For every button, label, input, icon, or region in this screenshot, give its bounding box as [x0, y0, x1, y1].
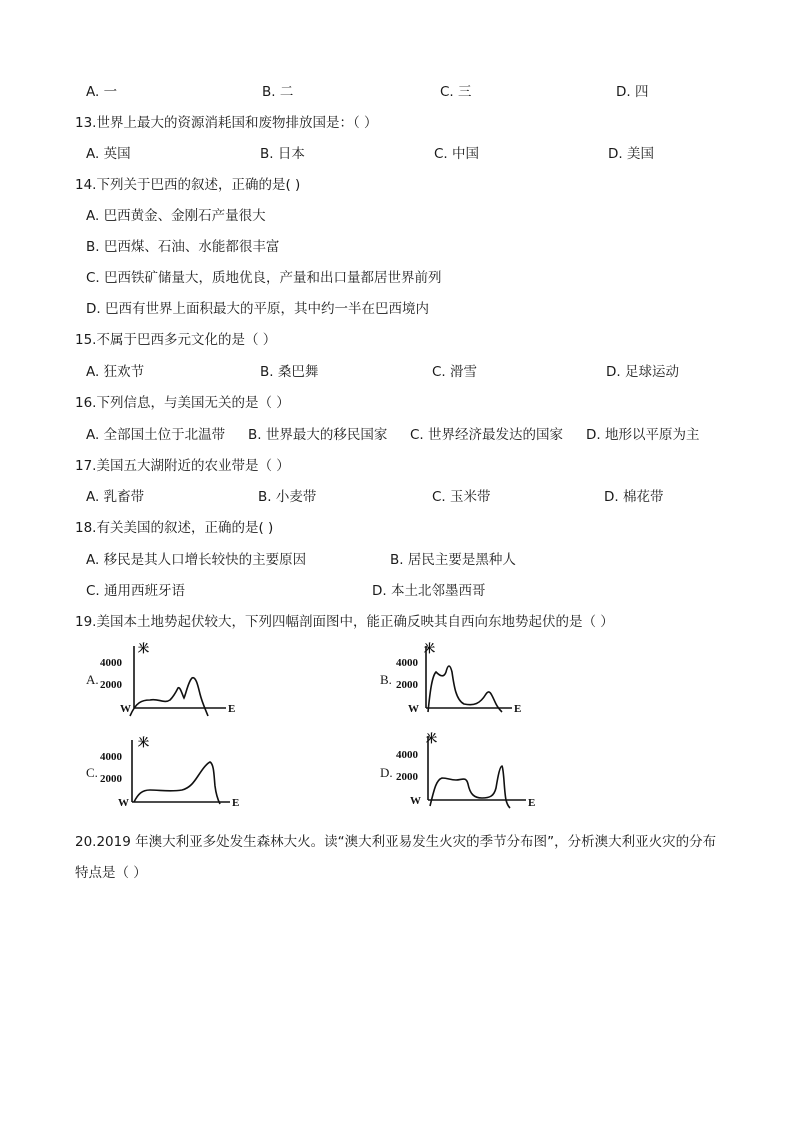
q14-option-b: B. 巴西煤、石油、水能都很丰富 [86, 239, 280, 255]
q14-stem: 14.下列关于巴西的叙述，正确的是( ) [75, 177, 301, 193]
q20-stem-line2: 特点是（ ） [75, 865, 147, 881]
graph-a-east: E [228, 703, 236, 715]
graph-a-profile-line [130, 678, 208, 716]
graph-b-tick-2000: 2000 [396, 679, 418, 691]
graph-b-unit: 米 [424, 643, 435, 655]
q15-stem: 15.不属于巴西多元文化的是（ ） [75, 332, 277, 348]
q13-option-c: C. 中国 [434, 146, 480, 162]
profile-graph-c [98, 736, 248, 814]
graph-b-label: B. [380, 672, 392, 687]
graph-c-tick-4000: 4000 [100, 751, 122, 763]
q18-option-b: B. 居民主要是黑种人 [390, 552, 516, 568]
q18-option-d: D. 本土北邻墨西哥 [372, 583, 486, 599]
graph-a-west: W [120, 703, 131, 715]
graph-c-tick-2000: 2000 [100, 773, 122, 785]
q16-option-a: A. 全部国土位于北温带 [86, 427, 226, 443]
q14-option-a: A. 巴西黄金、金刚石产量很大 [86, 208, 266, 224]
q15-option-d: D. 足球运动 [606, 364, 679, 380]
q12-option-d: D. 四 [616, 84, 649, 100]
q16-stem: 16.下列信息，与美国无关的是（ ） [75, 395, 290, 411]
q12-option-a: A. 一 [86, 84, 118, 100]
q17-stem: 17.美国五大湖附近的农业带是（ ） [75, 458, 290, 474]
graph-b-profile-line [428, 666, 502, 712]
graph-a-unit: 米 [138, 643, 149, 655]
graph-d-label: D. [380, 765, 393, 780]
q16-option-d: D. 地形以平原为主 [586, 427, 700, 443]
graph-c-profile-line [134, 762, 220, 804]
q19-stem: 19.美国本土地势起伏较大，下列四幅剖面图中，能正确反映其自西向东地势起伏的是（ ） [75, 614, 614, 630]
graph-d-profile-line [430, 766, 510, 808]
q17-option-b: B. 小麦带 [258, 489, 317, 505]
graph-c-label: C. [86, 765, 98, 780]
q15-option-a: A. 狂欢节 [86, 364, 145, 380]
profile-graph-a [98, 642, 248, 720]
q18-option-c: C. 通用西班牙语 [86, 583, 186, 599]
q12-option-b: B. 二 [262, 84, 294, 100]
graph-b-west: W [408, 703, 419, 715]
q14-option-d: D. 巴西有世界上面积最大的平原，其中约一半在巴西境内 [86, 301, 429, 317]
graph-d-west: W [410, 795, 421, 807]
q13-option-d: D. 美国 [608, 146, 654, 162]
graph-d-tick-4000: 4000 [396, 749, 418, 761]
graph-a-label: A. [86, 672, 99, 687]
q13-option-a: A. 英国 [86, 146, 131, 162]
q17-option-d: D. 棉花带 [604, 489, 664, 505]
profile-graph-d [394, 730, 544, 814]
graph-c-west: W [118, 797, 129, 809]
q15-option-b: B. 桑巴舞 [260, 364, 319, 380]
q16-option-c: C. 世界经济最发达的国家 [410, 427, 564, 443]
q12-option-c: C. 三 [440, 84, 472, 100]
graph-d-east: E [528, 797, 536, 809]
graph-d-unit: 米 [426, 733, 437, 745]
graph-d-tick-2000: 2000 [396, 771, 418, 783]
profile-graph-b [394, 642, 544, 720]
graph-a-tick-2000: 2000 [100, 679, 122, 691]
q13-stem: 13.世界上最大的资源消耗国和废物排放国是：（ ） [75, 115, 378, 131]
q14-option-c: C. 巴西铁矿储量大，质地优良，产量和出口量都居世界前列 [86, 270, 442, 286]
q15-option-c: C. 滑雪 [432, 364, 478, 380]
q17-option-a: A. 乳畜带 [86, 489, 145, 505]
q18-stem: 18.有关美国的叙述，正确的是( ) [75, 520, 274, 536]
graph-c-unit: 米 [138, 737, 149, 749]
q16-option-b: B. 世界最大的移民国家 [248, 427, 388, 443]
q17-option-c: C. 玉米带 [432, 489, 491, 505]
q13-option-b: B. 日本 [260, 146, 305, 162]
graph-b-east: E [514, 703, 522, 715]
q20-stem-line1: 20.2019 年澳大利亚多处发生森林大火。读“澳大利亚易发生火灾的季节分布图”，分析澳大利亚火灾的分布 [75, 834, 717, 850]
graph-a-tick-4000: 4000 [100, 657, 122, 669]
graph-c-east: E [232, 797, 240, 809]
q18-option-a: A. 移民是其人口增长较快的主要原因 [86, 552, 307, 568]
graph-b-tick-4000: 4000 [396, 657, 418, 669]
